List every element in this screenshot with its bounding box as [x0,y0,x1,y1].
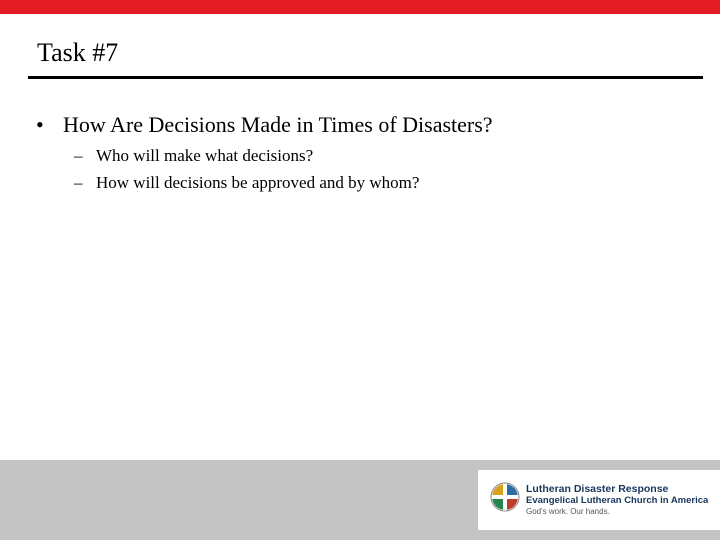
elca-cross-icon [490,482,520,517]
top-accent-bar [0,0,720,14]
title-divider [28,76,703,79]
main-bullet [36,112,493,138]
logo-wordmark [526,483,708,517]
sub-bullet-marker: – [74,173,83,192]
sub-bullet-marker: – [74,146,83,165]
sub-bullet [74,146,313,166]
sub-bullet-text: Who will make what decisions? [96,146,314,165]
sub-bullet [74,173,419,193]
bullet-marker: • [36,112,44,137]
slide-title: Task #7 [37,38,119,67]
logo-panel [478,470,720,530]
logo-tagline: God's work. Our hands. [526,507,610,516]
main-bullet-text: How Are Decisions Made in Times of Disasters? [63,112,493,137]
sub-bullet-text: How will decisions be approved and by whom? [96,173,420,192]
logo-org-name: Lutheran Disaster Response [526,483,669,495]
logo-church-name: Evangelical Lutheran Church in America [526,495,709,506]
